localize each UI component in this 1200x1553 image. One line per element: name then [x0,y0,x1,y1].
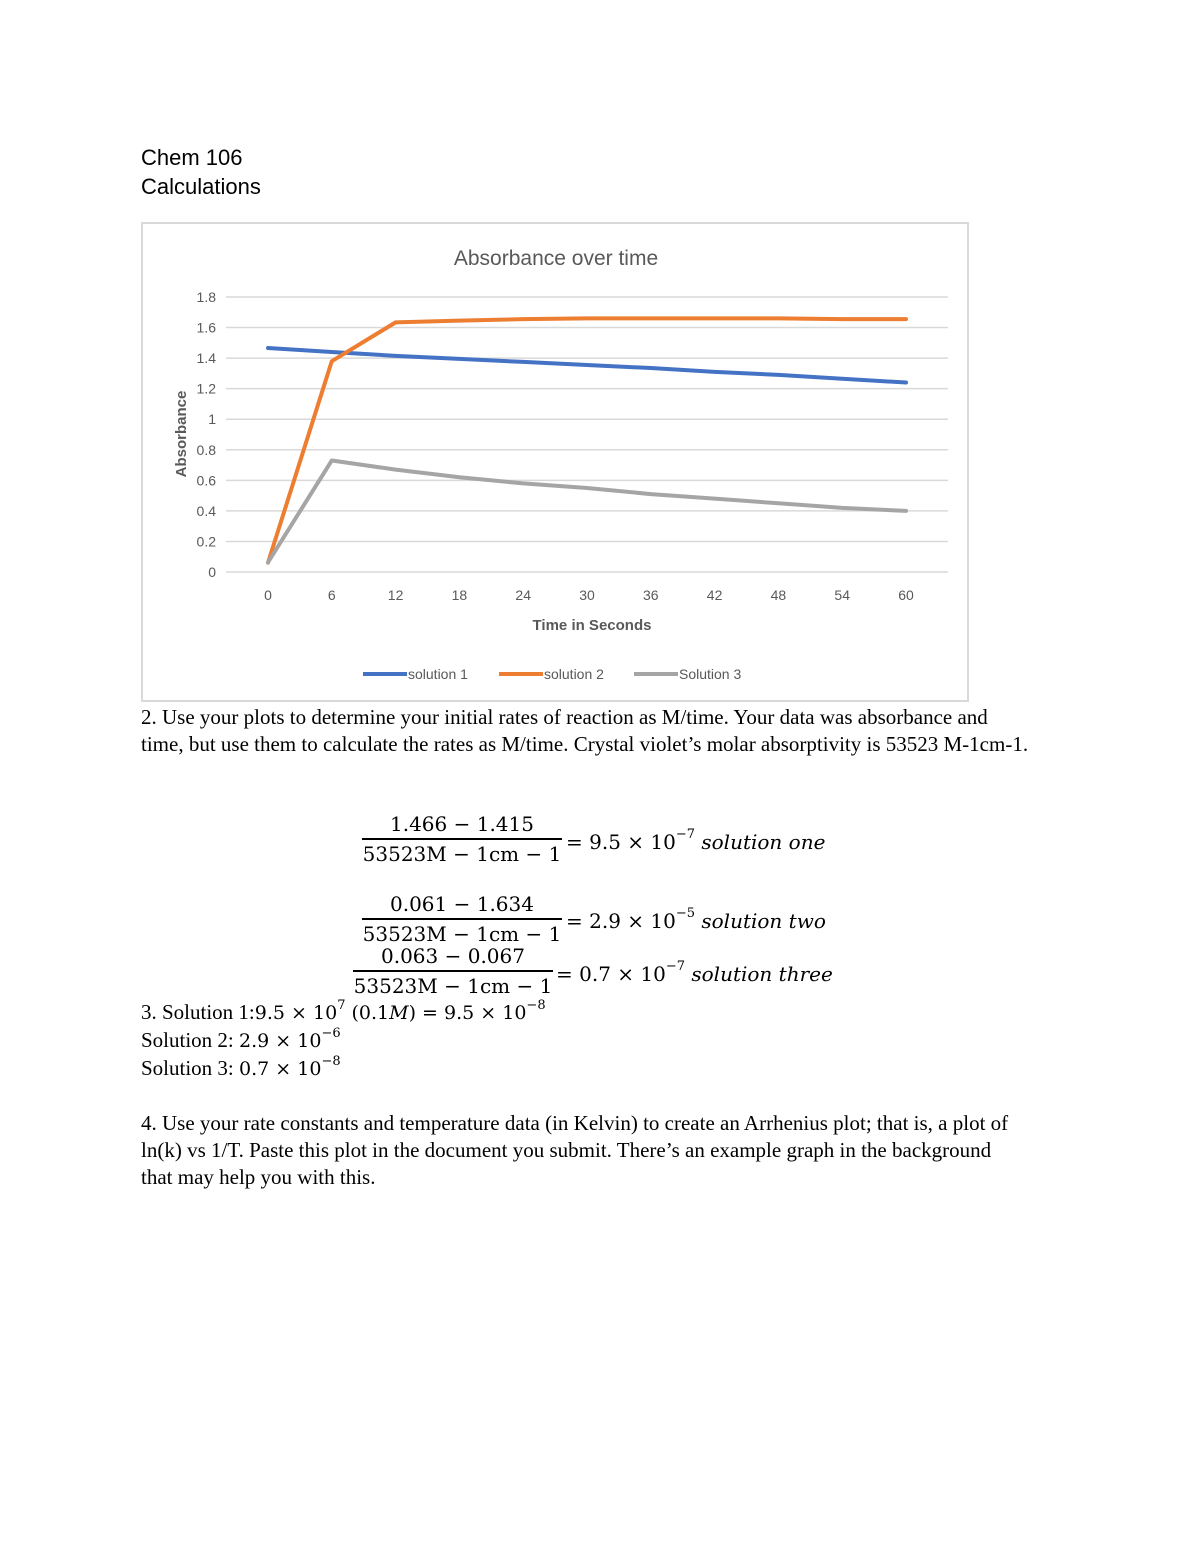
y-tick-label: 1 [208,411,216,428]
y-tick-label: 0.8 [196,441,216,458]
y-tick-label: 0.6 [196,472,216,489]
x-tick-label: 6 [327,587,336,603]
document-subtitle: Calculations [141,174,261,199]
x-tick-label: 12 [387,587,404,603]
x-tick-label: 42 [706,587,723,603]
y-tick-label: 1.8 [196,289,216,305]
fraction [362,812,562,866]
x-tick-label: 30 [579,587,595,603]
result-value: = 9.5 × 10 [566,830,676,854]
question-2-line-2: time, but use them to calculate the rates as M/time. Crystal violet’s molar absorptivity is 53523 M-1cm-1. [141,732,1029,756]
x-tick-label: 54 [834,587,850,603]
y-axis-label: Absorbance [173,390,190,478]
denominator: 53523M − 1cm − 1 [362,842,562,866]
course-title: Chem 106 [141,145,243,170]
x-tick-label: 36 [643,587,659,603]
equation-result [566,827,826,854]
answer-exponent: −6 [321,1025,341,1041]
numerator: 1.466 − 1.415 [362,812,562,840]
answer-value: 9.5 × 10 [254,1002,338,1024]
y-tick-label: 1.4 [196,350,216,367]
x-tick-label: 48 [770,587,787,603]
x-tick-label: 0 [264,587,272,603]
legend-label-2: solution 2 [544,666,604,682]
x-tick-label: 24 [515,587,531,603]
question-2 [141,704,1041,758]
question-2-line-1: 2. Use your plots to determine your initial rates of reaction as M/time. Your data was absorbance and [141,705,988,729]
chart-legend [363,666,741,682]
answer-prefix: 3. Solution 1: [141,1000,255,1024]
answer-result: ) = 9.5 × 10 [408,1002,527,1024]
y-tick-label: 1.2 [196,380,216,397]
answer-math [239,1025,341,1052]
numerator: 0.061 − 1.634 [362,892,562,920]
answer-unit: M [389,1002,409,1024]
result-label: solution one [701,830,826,854]
series-line-1 [268,348,906,383]
question-4 [141,1110,1061,1191]
x-tick-label: 18 [451,587,468,603]
x-axis-label: Time in Seconds [532,617,652,634]
answer-exponent: −8 [321,1053,341,1069]
denominator: 53523M − 1cm − 1 [353,974,553,998]
answer-math [254,997,546,1024]
result-value: = 2.9 × 10 [566,909,676,933]
answer-result-exponent: −8 [526,997,546,1013]
answer-value: 0.7 × 10 [239,1058,322,1080]
chart-title: Absorbance over time [453,247,659,270]
y-tick-label: 0.2 [196,533,216,550]
legend-label-1: solution 1 [408,666,468,682]
equation-result [556,959,833,986]
document-header [141,143,261,201]
numerator: 0.063 − 0.067 [353,944,553,972]
answer-factor: (0.1 [345,1002,390,1024]
fraction [362,892,562,946]
y-tick-label: 0.4 [196,502,216,519]
denominator: 53523M − 1cm − 1 [362,922,562,946]
result-exponent: −7 [665,959,686,975]
fraction [353,944,553,998]
legend-label-3: Solution 3 [679,666,742,682]
y-tick-label: 0 [208,564,216,580]
absorbance-chart [141,222,969,702]
answer-exponent: 7 [337,997,346,1013]
result-label: solution three [691,962,833,986]
chart-svg [143,224,967,700]
x-tick-label: 60 [898,587,914,603]
question-4-line-1: 4. Use your rate constants and temperature data (in Kelvin) to create an Arrhenius plot; that is, a plot of [141,1111,1009,1135]
question-4-line-2: ln(k) vs 1/T. Paste this plot in the document you submit. There’s an example graph in the background [141,1138,992,1162]
answer-solution-1 [141,997,546,1025]
answer-math [239,1053,341,1080]
y-tick-label: 1.6 [196,319,216,336]
equation-result [566,906,826,933]
x-axis-ticks [264,587,914,603]
result-exponent: −7 [675,827,696,843]
answer-value: 2.9 × 10 [239,1030,322,1052]
result-value: = 0.7 × 10 [556,962,666,986]
chart-series [268,318,906,562]
result-label: solution two [701,909,826,933]
y-axis-ticks [197,289,217,580]
result-exponent: −5 [675,906,696,922]
answer-solution-2 [141,1025,341,1053]
answer-prefix: Solution 3: [141,1056,240,1080]
chart-gridlines [226,297,948,572]
question-4-line-3: that may help you with this. [141,1165,376,1189]
answer-prefix: Solution 2: [141,1028,240,1052]
answer-solution-3 [141,1053,341,1081]
